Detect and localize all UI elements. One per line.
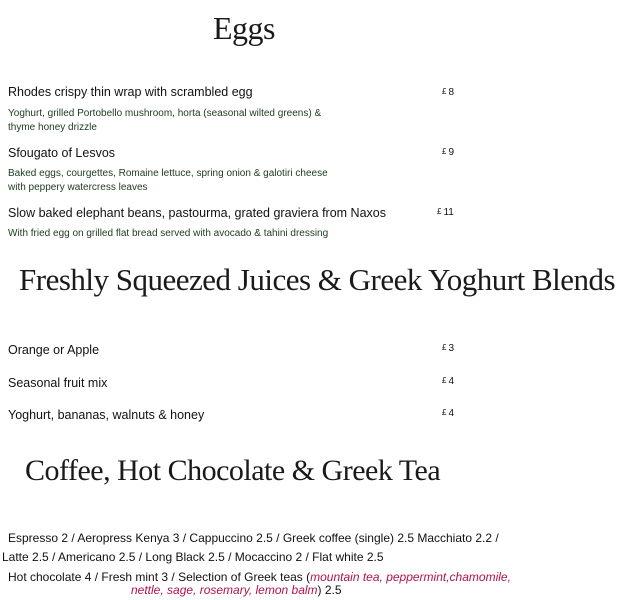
menu-item-price: £ 11 — [437, 207, 454, 218]
menu-item-price: £ 8 — [442, 87, 455, 98]
menu-item-price: £ 9 — [442, 147, 455, 158]
menu-item-name: Sfougato of Lesvos — [8, 146, 116, 160]
menu-item-name: Rhodes crispy thin wrap with scrambled egg — [8, 85, 253, 99]
menu-item-name: Orange or Apple — [8, 343, 100, 357]
section-title-juices: Freshly Squeezed Juices & Greek Yoghurt Blends — [19, 262, 616, 297]
section-title-coffee: Coffee, Hot Chocolate & Greek Tea — [25, 454, 441, 487]
menu-item-description: thyme honey drizzle — [8, 122, 97, 133]
greek-teas-list: nettle, sage, rosemary, lemon balm — [131, 583, 318, 597]
menu-item-description: Baked eggs, courgettes, Romaine lettuce, spring onion & galotiri cheese — [8, 168, 328, 179]
coffee-line: Hot chocolate 4 / Fresh mint 3 / Selection of Greek teas (mountain tea, peppermint,chamomile, — [8, 570, 511, 584]
coffee-line: Espresso 2 / Aeropress Kenya 3 / Cappuccino 2.5 / Greek coffee (single) 2.5 Macchiato 2.2 / — [8, 531, 499, 545]
menu-item-description: Yoghurt, grilled Portobello mushroom, horta (seasonal wilted greens) & — [8, 108, 322, 119]
menu-item-name: Slow baked elephant beans, pastourma, grated graviera from Naxos — [8, 206, 386, 220]
greek-teas-list: mountain tea, peppermint,chamomile, — [310, 570, 511, 584]
section-title-eggs: Eggs — [213, 10, 275, 46]
menu-item-price: £ 3 — [442, 343, 455, 354]
coffee-line: nettle, sage, rosemary, lemon balm) 2.5 — [131, 583, 342, 597]
menu-item-name: Seasonal fruit mix — [8, 376, 108, 390]
coffee-line: Latte 2.5 / Americano 2.5 / Long Black 2.5 / Mocaccino 2 / Flat white 2.5 — [2, 550, 384, 564]
menu-item-price: £ 4 — [442, 376, 455, 387]
menu-item-price: £ 4 — [442, 408, 455, 419]
menu-item-name: Yoghurt, bananas, walnuts & honey — [8, 408, 205, 422]
menu-item-description: With fried egg on grilled flat bread served with avocado & tahini dressing — [8, 228, 329, 239]
menu-item-description: with peppery watercress leaves — [8, 182, 148, 193]
